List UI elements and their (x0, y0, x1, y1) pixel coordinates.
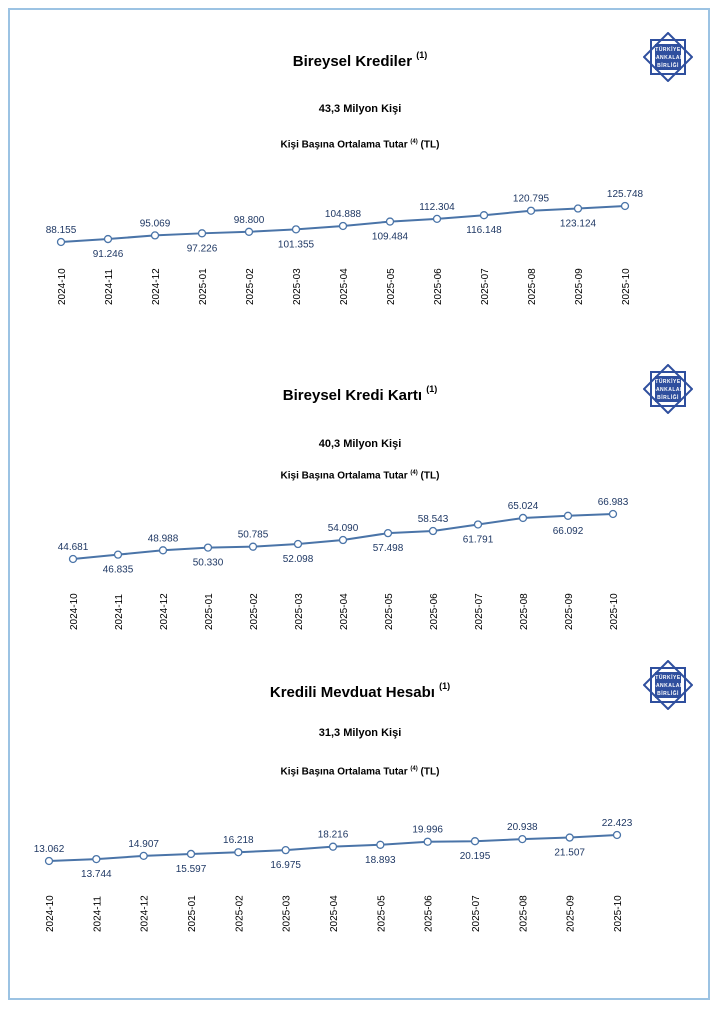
svg-text:BANKALAR: BANKALAR (651, 55, 685, 61)
data-label: 116.148 (466, 225, 502, 237)
data-label: 88.155 (45, 225, 77, 236)
data-label: 54.090 (327, 523, 359, 535)
data-label: 97.226 (186, 243, 218, 255)
x-tick-label: 2024-12 (139, 895, 151, 932)
data-point (235, 849, 242, 856)
x-tick-label: 2025-10 (609, 593, 620, 630)
x-tick-label: 2025-03 (292, 268, 303, 305)
data-label: 120.795 (512, 193, 550, 205)
data-point (472, 838, 479, 845)
x-tick-label: 2025-04 (339, 593, 350, 630)
x-tick-label: 2025-04 (329, 895, 340, 932)
x-tick-label: 2025-03 (294, 593, 305, 630)
data-point (566, 834, 573, 841)
x-tick-label: 2025-05 (376, 895, 388, 932)
data-label: 20.195 (459, 851, 491, 863)
data-label: 52.098 (282, 554, 314, 566)
x-tick-label: 2024-10 (45, 895, 56, 932)
x-tick-label: 2025-05 (384, 593, 395, 630)
x-tick-label: 2024-11 (104, 269, 115, 305)
x-tick-label: 2025-04 (339, 268, 350, 305)
x-tick-label: 2025-05 (386, 268, 397, 305)
data-label: 91.246 (92, 249, 124, 261)
x-tick-label: 2025-06 (429, 593, 440, 630)
data-label: 61.791 (462, 534, 494, 546)
svg-text:BİRLİĞİ: BİRLİĞİ (657, 63, 679, 69)
data-label: 65.024 (507, 500, 539, 512)
data-label: 15.597 (175, 863, 207, 875)
data-label: 16.975 (270, 860, 301, 872)
chart-2-count: 40,3 Milyon Kişi (318, 438, 402, 450)
x-tick-label: 2025-07 (474, 593, 485, 630)
data-label: 50.785 (237, 529, 269, 541)
data-label: 16.218 (223, 835, 254, 847)
data-label: 20.938 (507, 822, 538, 834)
data-point (614, 832, 621, 839)
x-tick-label: 2025-01 (187, 895, 198, 932)
data-label: 21.507 (554, 847, 585, 859)
data-label: 66.092 (552, 525, 584, 537)
x-tick-label: 2025-09 (564, 593, 575, 630)
chart-2-title: Bireysel Kredi Kartı $^{(1)}$ (282, 384, 438, 404)
data-point (282, 847, 289, 854)
data-point (46, 858, 53, 865)
x-tick-label: 2025-09 (565, 895, 577, 932)
x-tick-label: 2025-02 (245, 268, 256, 305)
data-label: 109.484 (371, 231, 409, 243)
data-label: 66.983 (597, 497, 629, 508)
chart-1-count: 43,3 Milyon Kişi (318, 103, 402, 115)
x-tick-label: 2025-06 (423, 895, 435, 932)
svg-text:BİRLİĞİ: BİRLİĞİ (657, 395, 679, 401)
data-label: 123.124 (559, 218, 597, 230)
svg-text:TÜRKİYE: TÜRKİYE (655, 675, 681, 681)
data-label: 50.330 (192, 557, 224, 569)
data-label: 125.748 (606, 189, 644, 200)
data-label: 46.835 (102, 564, 134, 576)
data-label: 98.800 (233, 214, 265, 226)
data-label: 13.744 (81, 869, 112, 881)
svg-text:TÜRKİYE: TÜRKİYE (655, 47, 681, 53)
chart-1-subtitle: Kişi Başına Ortalama Tutar $^{(4)}$ (TL) (280, 139, 440, 151)
chart-3-subtitle: Kişi Başına Ortalama Tutar $^{(4)}$ (TL) (280, 766, 440, 778)
data-label: 57.498 (372, 543, 404, 555)
x-tick-label: 2024-11 (92, 896, 104, 932)
x-tick-label: 2025-07 (480, 268, 491, 305)
data-label: 48.988 (147, 533, 179, 545)
x-tick-label: 2025-08 (527, 268, 538, 305)
data-point (140, 852, 147, 859)
svg-text:BİRLİĞİ: BİRLİĞİ (657, 691, 679, 697)
x-tick-label: 2025-01 (204, 593, 215, 630)
svg-text:BANKALAR: BANKALAR (651, 683, 685, 689)
x-tick-label: 2025-08 (519, 593, 530, 630)
x-tick-label: 2024-10 (57, 268, 68, 305)
data-point (377, 841, 384, 848)
svg-text:BANKALAR: BANKALAR (651, 387, 685, 393)
x-tick-label: 2025-08 (518, 895, 530, 932)
x-tick-label: 2024-12 (151, 268, 162, 305)
chart-2-subtitle: Kişi Başına Ortalama Tutar $^{(4)}$ (TL) (280, 470, 440, 482)
data-point (330, 843, 337, 850)
chart-3-count: 31,3 Milyon Kişi (318, 727, 402, 739)
data-label: 14.907 (128, 838, 159, 850)
data-point (424, 838, 431, 845)
data-point (188, 850, 195, 857)
data-label: 44.681 (57, 542, 89, 553)
x-tick-label: 2025-02 (249, 593, 260, 630)
data-point (93, 856, 100, 863)
svg-text:TÜRKİYE: TÜRKİYE (655, 379, 681, 385)
x-tick-label: 2024-10 (69, 593, 80, 630)
x-tick-label: 2025-02 (234, 895, 246, 932)
x-tick-label: 2025-01 (198, 268, 209, 305)
x-tick-label: 2024-12 (159, 593, 170, 630)
chart-1-title: Bireysel Krediler $^{(1)}$ (292, 50, 428, 70)
data-point (519, 836, 526, 843)
data-label: 112.304 (419, 201, 455, 213)
x-tick-label: 2025-09 (574, 268, 585, 305)
data-label: 18.893 (365, 854, 396, 866)
x-tick-label: 2025-10 (621, 268, 632, 305)
data-label: 104.888 (324, 208, 362, 220)
data-label: 58.543 (417, 514, 449, 526)
chart-3-title: Kredili Mevduat Hesabı $^{(1)}$ (269, 681, 451, 701)
x-tick-label: 2024-11 (114, 594, 125, 630)
data-label: 19.996 (412, 824, 443, 836)
data-label: 101.355 (277, 239, 315, 251)
x-tick-label: 2025-03 (281, 895, 293, 932)
x-tick-label: 2025-07 (471, 895, 482, 932)
x-tick-label: 2025-06 (433, 268, 444, 305)
data-label: 95.069 (139, 218, 171, 230)
data-label: 18.216 (317, 829, 349, 841)
data-label: 13.062 (33, 844, 65, 855)
x-tick-label: 2025-10 (613, 895, 624, 932)
data-label: 22.423 (601, 818, 633, 829)
